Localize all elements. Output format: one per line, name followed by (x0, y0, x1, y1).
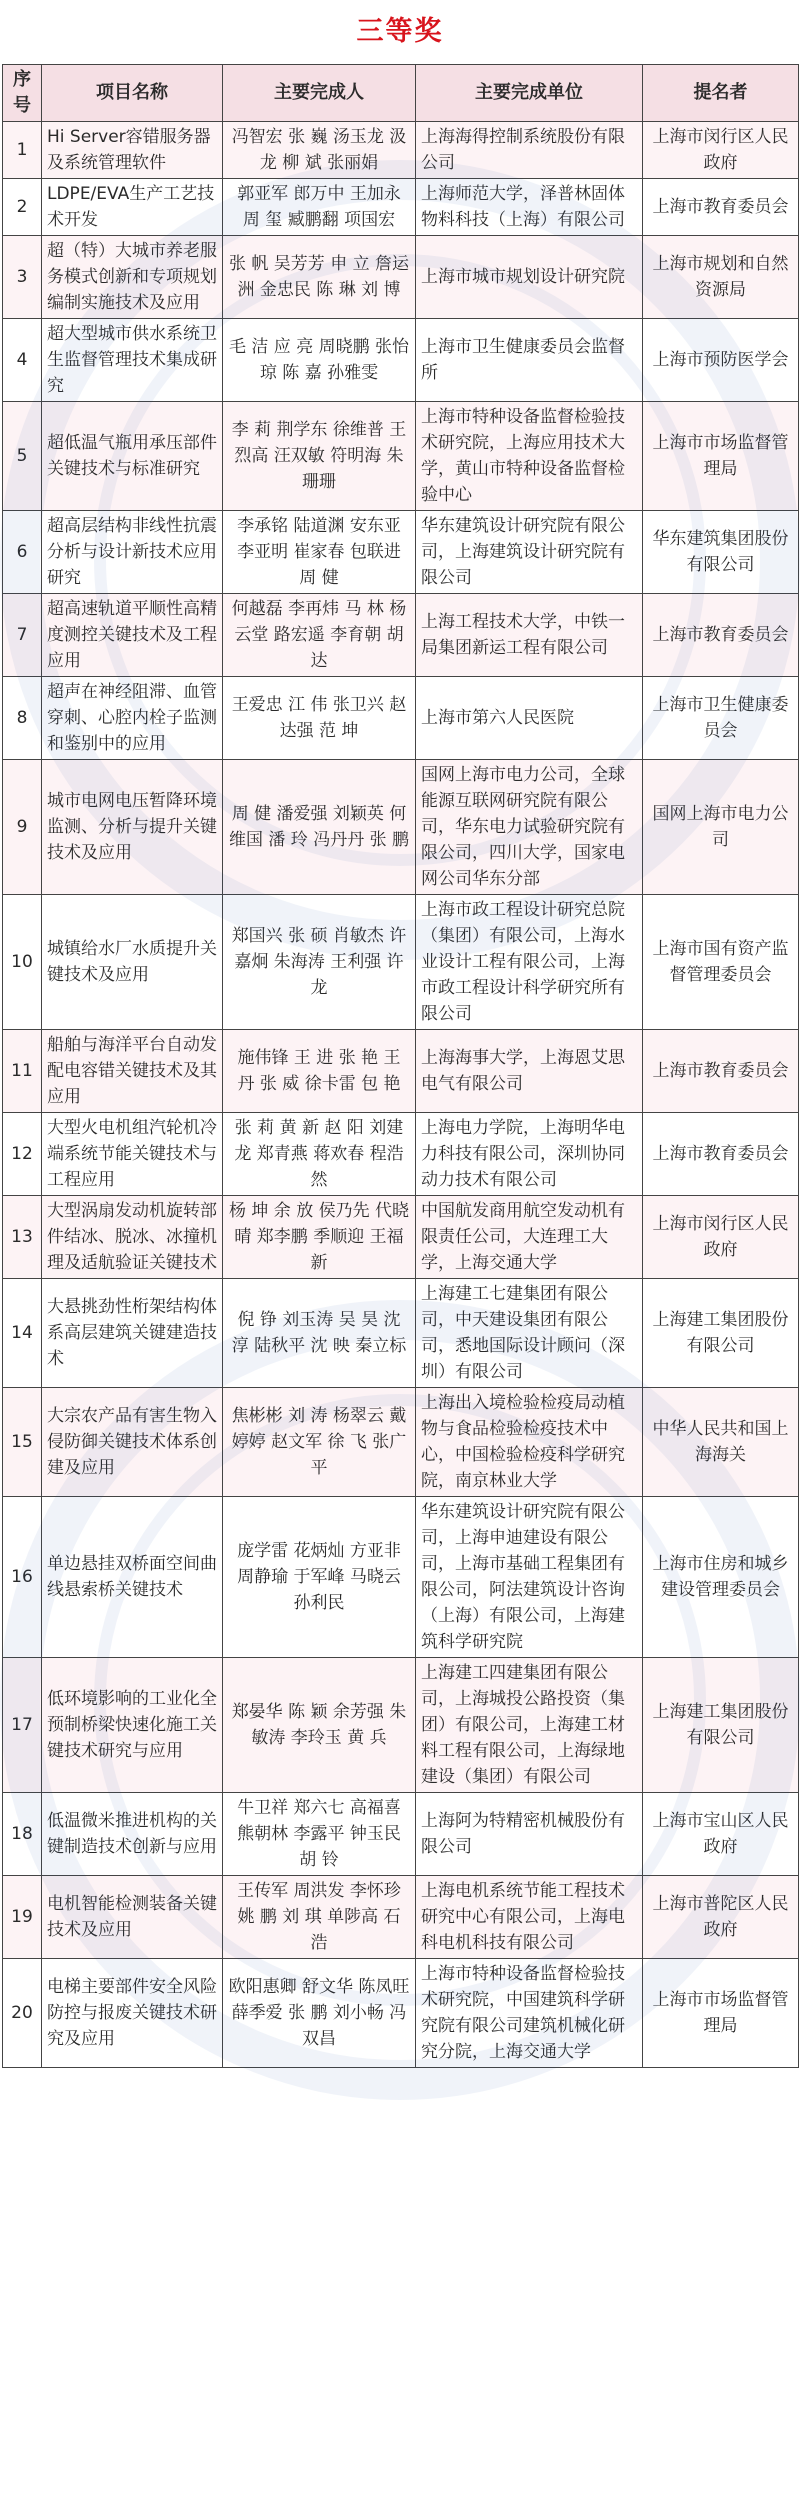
project-name-cell: 低环境影响的工业化全预制桥梁快速化施工关键技术研究与应用 (42, 1658, 223, 1793)
main-people-cell: 郭亚军 郎万中 王加永 周 玺 臧鹏翻 项国宏 (223, 179, 416, 236)
row-number-cell: 14 (3, 1279, 42, 1388)
main-people-cell: 王爱忠 江 伟 张卫兴 赵达强 范 坤 (223, 677, 416, 760)
main-people-cell: 郑晏华 陈 颖 余芳强 朱敏涛 李玲玉 黄 兵 (223, 1658, 416, 1793)
project-name-cell: 超声在神经阻滞、血管穿刺、心腔内栓子监测和鉴别中的应用 (42, 677, 223, 760)
row-number-cell: 16 (3, 1497, 42, 1658)
table-header (3, 65, 799, 122)
main-people-cell: 周 健 潘爱强 刘颖英 何维国 潘 玲 冯丹丹 张 鹏 (223, 760, 416, 895)
project-name-cell: 城镇给水厂水质提升关键技术及应用 (42, 895, 223, 1030)
table-row (3, 1030, 799, 1113)
main-people-cell: 张 莉 黄 新 赵 阳 刘建龙 郑青燕 蒋欢春 程浩然 (223, 1113, 416, 1196)
row-number-cell: 3 (3, 236, 42, 319)
row-number-cell: 15 (3, 1388, 42, 1497)
main-people-cell: 杨 坤 余 放 侯乃先 代晓晴 郑李鹏 季顺迎 王福新 (223, 1196, 416, 1279)
main-people-cell: 施伟锋 王 进 张 艳 王 丹 张 威 徐卡雷 包 艳 (223, 1030, 416, 1113)
main-units-cell: 上海电力学院，上海明华电力科技有限公司，深圳协同动力技术有限公司 (416, 1113, 643, 1196)
row-number-cell: 19 (3, 1876, 42, 1959)
row-number-cell: 5 (3, 402, 42, 511)
row-number-cell: 1 (3, 122, 42, 179)
nominator-cell: 上海市普陀区人民政府 (643, 1876, 799, 1959)
main-units-cell: 上海市政工程设计研究总院（集团）有限公司，上海水业设计工程有限公司，上海市政工程设计科学研究所有限公司 (416, 895, 643, 1030)
main-units-cell: 上海阿为特精密机械股份有限公司 (416, 1793, 643, 1876)
project-name-cell: 超高层结构非线性抗震分析与设计新技术应用研究 (42, 511, 223, 594)
table-row (3, 402, 799, 511)
project-name-cell: 大宗农产品有害生物入侵防御关键技术体系创建及应用 (42, 1388, 223, 1497)
table-row (3, 677, 799, 760)
nominator-cell: 上海市闵行区人民政府 (643, 1196, 799, 1279)
nominator-cell: 上海市卫生健康委员会 (643, 677, 799, 760)
table-row (3, 594, 799, 677)
nominator-cell: 上海市闵行区人民政府 (643, 122, 799, 179)
page-title: 三等奖 (356, 16, 444, 47)
nominator-cell: 上海市教育委员会 (643, 179, 799, 236)
project-name-cell: 低温微米推进机构的关键制造技术创新与应用 (42, 1793, 223, 1876)
row-number-cell: 18 (3, 1793, 42, 1876)
table-row (3, 1497, 799, 1658)
main-people-cell: 倪 铮 刘玉涛 吴 昊 沈 淳 陆秋平 沈 映 秦立标 (223, 1279, 416, 1388)
project-name-cell: 大型涡扇发动机旋转部件结冰、脱冰、冰撞机理及适航验证关键技术 (42, 1196, 223, 1279)
row-number-cell: 2 (3, 179, 42, 236)
nominator-cell: 上海市教育委员会 (643, 1113, 799, 1196)
main-people-cell: 李承铭 陆道渊 安东亚 李亚明 崔家春 包联进 周 健 (223, 511, 416, 594)
row-number-cell: 9 (3, 760, 42, 895)
table-row (3, 1196, 799, 1279)
table-row (3, 1793, 799, 1876)
row-number-cell: 17 (3, 1658, 42, 1793)
main-units-cell: 上海市特种设备监督检验技术研究院，中国建筑科学研究院有限公司建筑机械化研究分院，上海交通大学 (416, 1959, 643, 2068)
project-name-cell: 超高速轨道平顺性高精度测控关键技术及工程应用 (42, 594, 223, 677)
header-project-name: 项目名称 (42, 65, 223, 122)
main-units-cell: 上海市第六人民医院 (416, 677, 643, 760)
project-name-cell: 电梯主要部件安全风险防控与报废关键技术研究及应用 (42, 1959, 223, 2068)
project-name-cell: 超低温气瓶用承压部件关键技术与标准研究 (42, 402, 223, 511)
main-people-cell: 李 莉 荆学东 徐维普 王烈高 汪双敏 符明海 朱珊珊 (223, 402, 416, 511)
main-people-cell: 冯智宏 张 巍 汤玉龙 汲 龙 柳 斌 张丽娟 (223, 122, 416, 179)
main-people-cell: 郑国兴 张 硕 肖敏杰 许嘉炯 朱海涛 王利强 许 龙 (223, 895, 416, 1030)
table-row (3, 1658, 799, 1793)
header-nominator: 提名者 (643, 65, 799, 122)
project-name-cell: 船舶与海洋平台自动发配电容错关键技术及其应用 (42, 1030, 223, 1113)
row-number-cell: 8 (3, 677, 42, 760)
nominator-cell: 上海市市场监督管理局 (643, 1959, 799, 2068)
nominator-cell: 上海市住房和城乡建设管理委员会 (643, 1497, 799, 1658)
project-name-cell: 单边悬挂双桥面空间曲线悬索桥关键技术 (42, 1497, 223, 1658)
nominator-cell: 上海建工集团股份有限公司 (643, 1658, 799, 1793)
main-people-cell: 欧阳惠卿 舒文华 陈凤旺 薛季爱 张 鹏 刘小畅 冯双昌 (223, 1959, 416, 2068)
main-units-cell: 上海电机系统节能工程技术研究中心有限公司，上海电科电机科技有限公司 (416, 1876, 643, 1959)
header-num: 序号 (3, 65, 42, 122)
main-units-cell: 上海师范大学，泽普林固体物料科技（上海）有限公司 (416, 179, 643, 236)
project-name-cell: LDPE/EVA生产工艺技术开发 (42, 179, 223, 236)
awards-table (2, 64, 799, 2068)
project-name-cell: 城市电网电压暂降环境监测、分析与提升关键技术及应用 (42, 760, 223, 895)
project-name-cell: 大悬挑劲性桁架结构体系高层建筑关键建造技术 (42, 1279, 223, 1388)
table-row (3, 1959, 799, 2068)
main-units-cell: 上海出入境检验检疫局动植物与食品检验检疫技术中心，中国检验检疫科学研究院，南京林业大学 (416, 1388, 643, 1497)
nominator-cell: 上海市宝山区人民政府 (643, 1793, 799, 1876)
nominator-cell: 上海市预防医学会 (643, 319, 799, 402)
main-units-cell: 国网上海市电力公司，全球能源互联网研究院有限公司，华东电力试验研究院有限公司，四川大学，国家电网公司华东分部 (416, 760, 643, 895)
main-units-cell: 中国航发商用航空发动机有限责任公司，大连理工大学，上海交通大学 (416, 1196, 643, 1279)
project-name-cell: 大型火电机组汽轮机冷端系统节能关键技术与工程应用 (42, 1113, 223, 1196)
main-units-cell: 上海海事大学，上海恩艾思电气有限公司 (416, 1030, 643, 1113)
table-row (3, 895, 799, 1030)
main-units-cell: 上海建工七建集团有限公司，中天建设集团有限公司，悉地国际设计顾问（深圳）有限公司 (416, 1279, 643, 1388)
main-units-cell: 上海市卫生健康委员会监督所 (416, 319, 643, 402)
row-number-cell: 20 (3, 1959, 42, 2068)
nominator-cell: 上海市教育委员会 (643, 1030, 799, 1113)
table-row (3, 1113, 799, 1196)
table-row (3, 511, 799, 594)
table-body (3, 122, 799, 2068)
table-row (3, 319, 799, 402)
main-people-cell: 毛 洁 应 亮 周晓鹏 张怡琼 陈 嘉 孙雅雯 (223, 319, 416, 402)
nominator-cell: 上海市规划和自然资源局 (643, 236, 799, 319)
main-people-cell: 张 帆 吴芳芳 申 立 詹运洲 金忠民 陈 琳 刘 博 (223, 236, 416, 319)
project-name-cell: 超（特）大城市养老服务模式创新和专项规划编制实施技术及应用 (42, 236, 223, 319)
row-number-cell: 13 (3, 1196, 42, 1279)
nominator-cell: 上海市国有资产监督管理委员会 (643, 895, 799, 1030)
project-name-cell: 超大型城市供水系统卫生监督管理技术集成研究 (42, 319, 223, 402)
table-row (3, 1279, 799, 1388)
main-units-cell: 上海海得控制系统股份有限公司 (416, 122, 643, 179)
nominator-cell: 中华人民共和国上海海关 (643, 1388, 799, 1497)
row-number-cell: 11 (3, 1030, 42, 1113)
row-number-cell: 6 (3, 511, 42, 594)
row-number-cell: 10 (3, 895, 42, 1030)
header-main-units: 主要完成单位 (416, 65, 643, 122)
table-row (3, 1388, 799, 1497)
main-people-cell: 王传军 周洪发 李怀珍 姚 鹏 刘 琪 单陟高 石 浩 (223, 1876, 416, 1959)
table-row (3, 236, 799, 319)
main-units-cell: 上海建工四建集团有限公司，上海城投公路投资（集团）有限公司，上海建工材料工程有限公司，上海绿地建设（集团）有限公司 (416, 1658, 643, 1793)
main-people-cell: 焦彬彬 刘 涛 杨翠云 戴婷婷 赵文军 徐 飞 张广平 (223, 1388, 416, 1497)
project-name-cell: 电机智能检测装备关键技术及应用 (42, 1876, 223, 1959)
row-number-cell: 12 (3, 1113, 42, 1196)
header-row (3, 65, 799, 122)
table-row (3, 122, 799, 179)
main-people-cell: 何越磊 李再炜 马 林 杨云堂 路宏遥 李育朝 胡 达 (223, 594, 416, 677)
nominator-cell: 上海建工集团股份有限公司 (643, 1279, 799, 1388)
table-row (3, 760, 799, 895)
row-number-cell: 7 (3, 594, 42, 677)
main-units-cell: 上海工程技术大学，中铁一局集团新运工程有限公司 (416, 594, 643, 677)
main-units-cell: 华东建筑设计研究院有限公司，上海建筑设计研究院有限公司 (416, 511, 643, 594)
project-name-cell: Hi Server容错服务器及系统管理软件 (42, 122, 223, 179)
main-units-cell: 上海市特种设备监督检验技术研究院，上海应用技术大学，黄山市特种设备监督检验中心 (416, 402, 643, 511)
main-people-cell: 牛卫祥 郑六七 高福喜 熊朝林 李露平 钟玉民 胡 铃 (223, 1793, 416, 1876)
row-number-cell: 4 (3, 319, 42, 402)
table-row (3, 1876, 799, 1959)
nominator-cell: 华东建筑集团股份有限公司 (643, 511, 799, 594)
nominator-cell: 上海市市场监督管理局 (643, 402, 799, 511)
table-row (3, 179, 799, 236)
main-units-cell: 上海市城市规划设计研究院 (416, 236, 643, 319)
nominator-cell: 国网上海市电力公司 (643, 760, 799, 895)
main-people-cell: 庞学雷 花炳灿 方亚非 周静瑜 于军峰 马晓云 孙利民 (223, 1497, 416, 1658)
nominator-cell: 上海市教育委员会 (643, 594, 799, 677)
main-units-cell: 华东建筑设计研究院有限公司，上海申迪建设有限公司，上海市基础工程集团有限公司，阿法建筑设计咨询（上海）有限公司，上海建筑科学研究院 (416, 1497, 643, 1658)
header-main-people: 主要完成人 (223, 65, 416, 122)
